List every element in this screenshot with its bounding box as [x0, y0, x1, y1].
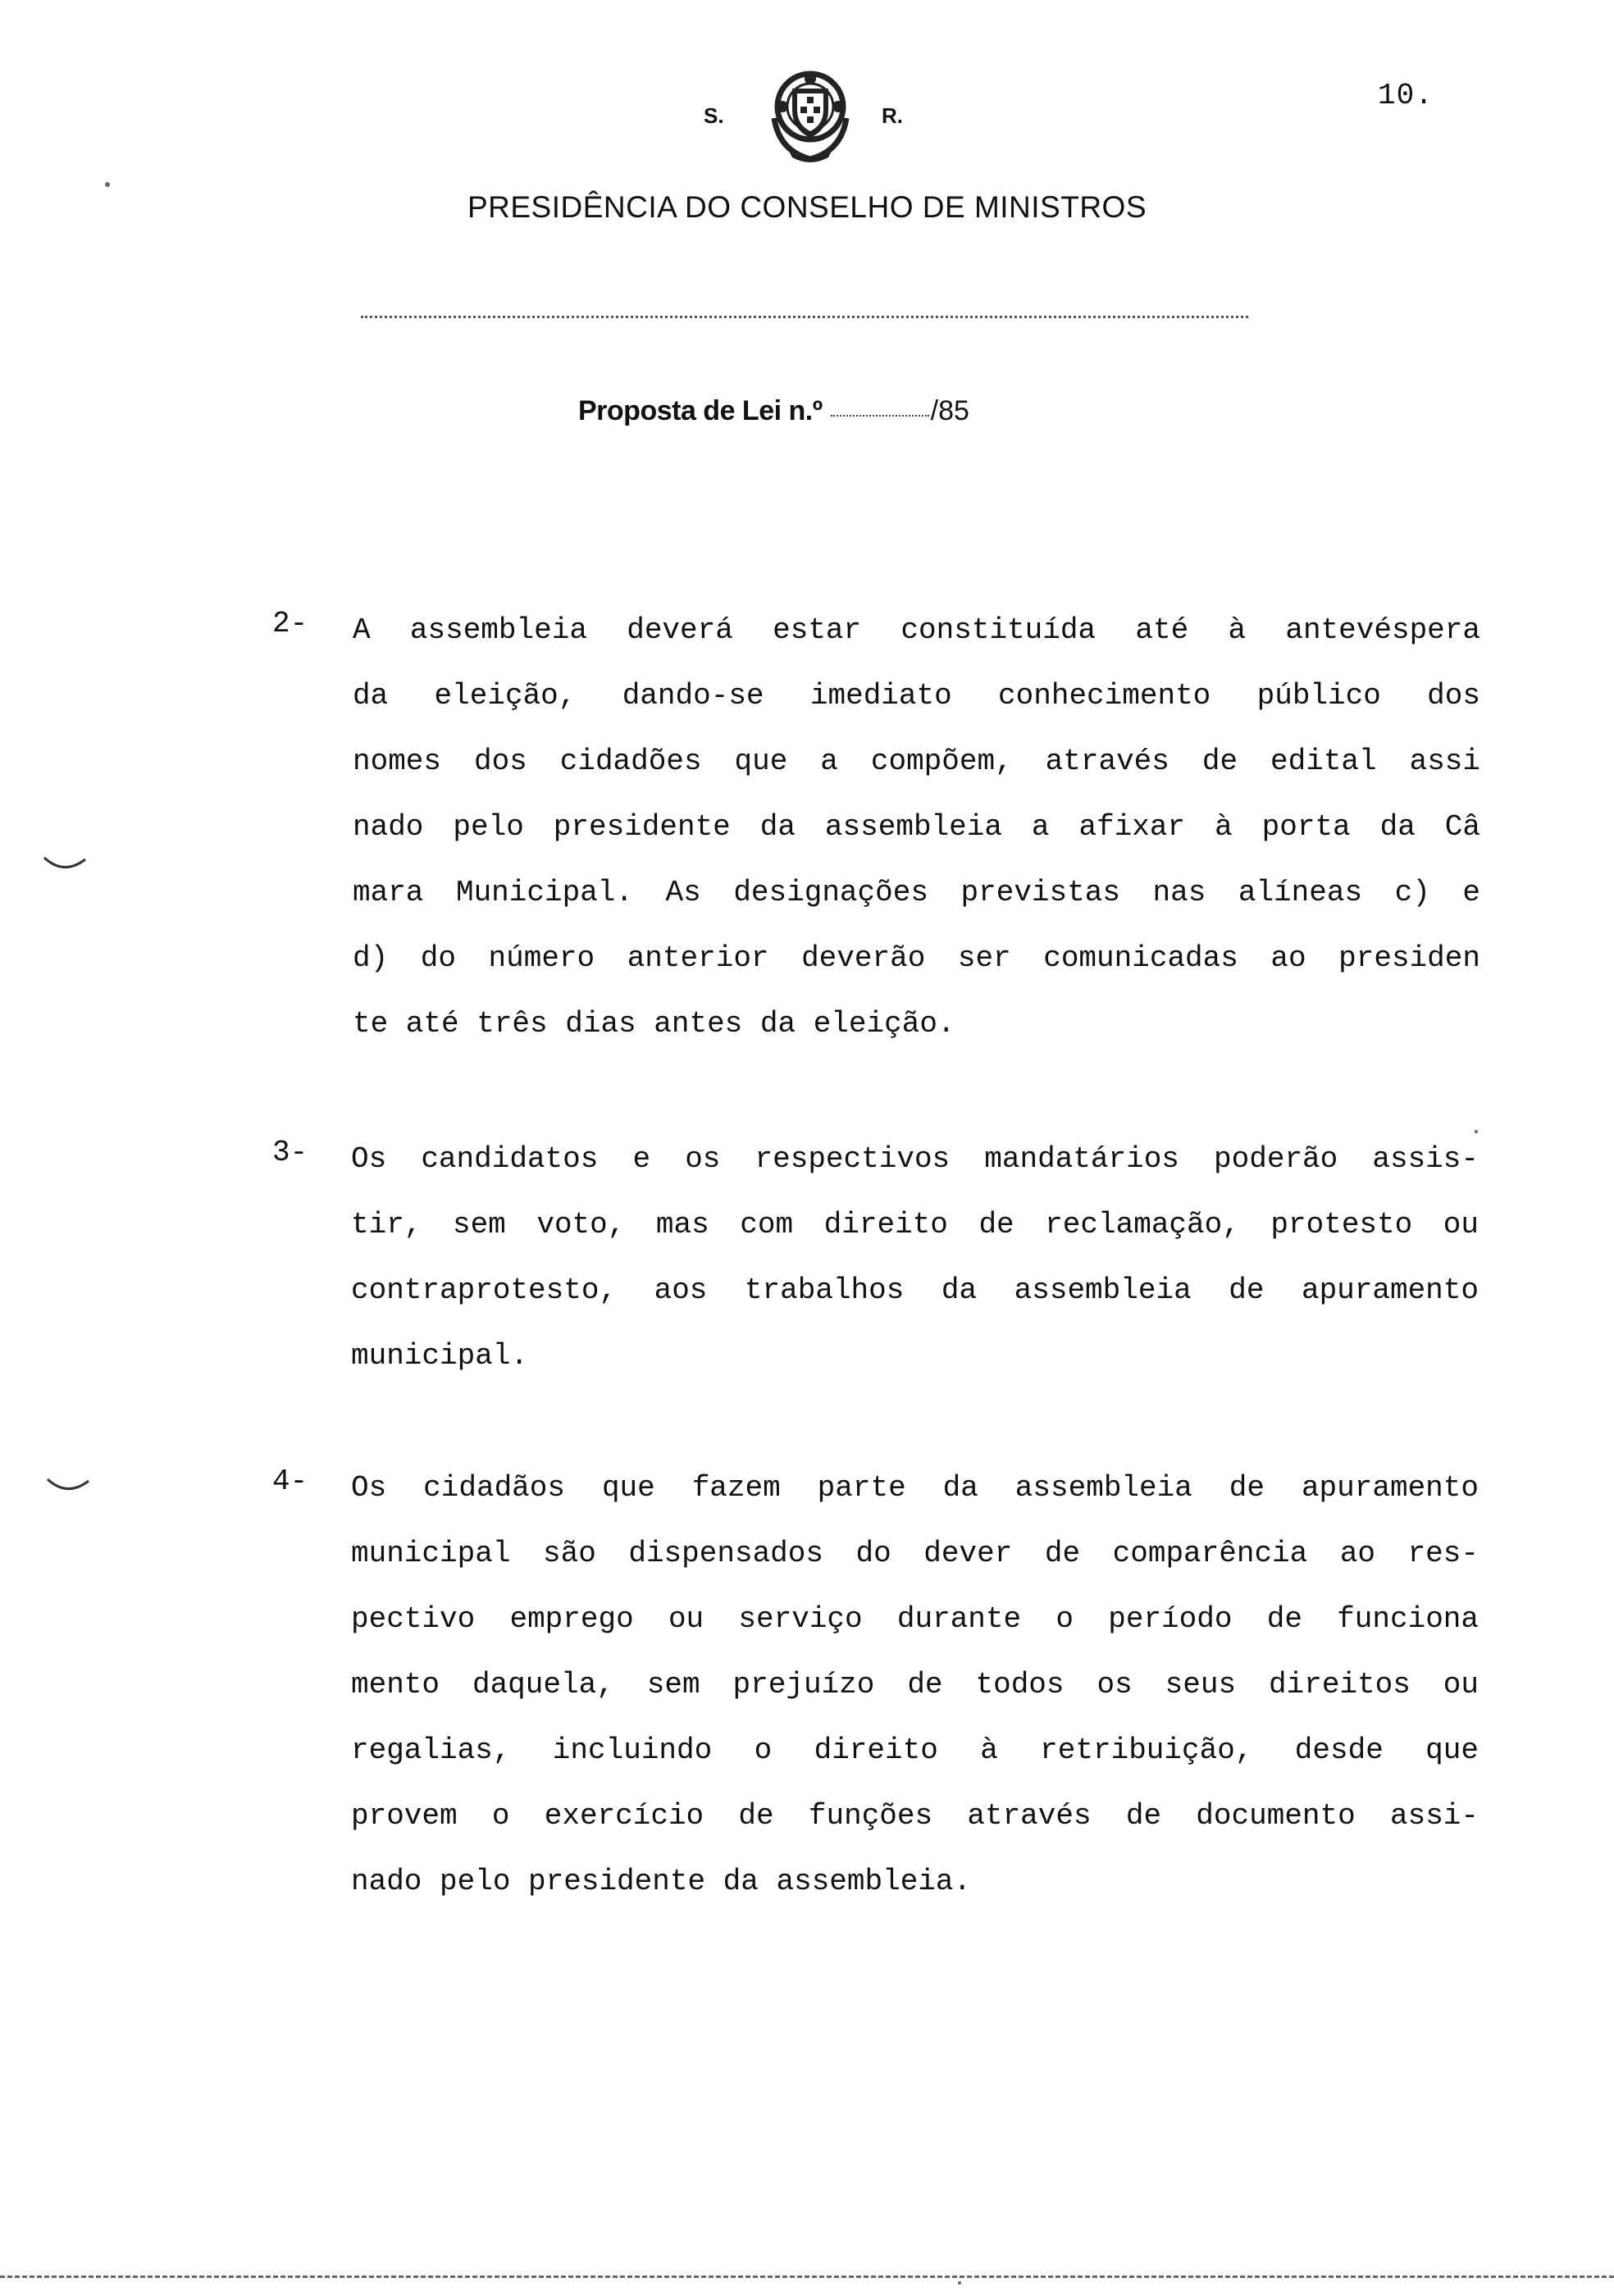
- page-number: 10.: [1378, 79, 1434, 112]
- punch-mark-icon: [43, 854, 92, 879]
- proposta-year: /85: [930, 395, 969, 426]
- paragraph-line: municipal.: [351, 1339, 529, 1373]
- paragraph-line: da eleição, dando-se imediato conhecimento público dos: [353, 679, 1480, 713]
- paragraph: [351, 1127, 1479, 1389]
- emblem-right-letter: R.: [882, 103, 903, 128]
- scan-speck: [958, 2281, 961, 2285]
- dotted-rule: [361, 316, 1248, 318]
- paragraph: [351, 1456, 1479, 1915]
- paragraph-line: te até três dias antes da eleição.: [353, 1007, 955, 1041]
- paragraph-line: tir, sem voto, mas com direito de reclamação, protesto ou: [351, 1208, 1479, 1241]
- paragraph-line: mara Municipal. As designações previstas nas alíneas c) e: [353, 876, 1480, 909]
- coat-of-arms-icon: [763, 59, 858, 169]
- paragraph-line: Os candidatos e os respectivos mandatários poderão assis-: [351, 1142, 1479, 1176]
- blank-fill-line: [831, 415, 929, 417]
- paragraph-number: 4-: [272, 1465, 308, 1498]
- emblem-left-letter: S.: [704, 103, 724, 128]
- paragraph-line: A assembleia deverá estar constituída até à antevéspera: [353, 613, 1480, 647]
- bottom-edge-rule: [0, 2276, 1614, 2278]
- paragraph-line: regalias, incluindo o direito à retribuição, desde que: [351, 1733, 1479, 1767]
- paragraph-line: provem o exercício de funções através de documento assi-: [351, 1799, 1479, 1833]
- paragraph-line: mento daquela, sem prejuízo de todos os seus direitos ou: [351, 1668, 1479, 1702]
- paragraph-line: nado pelo presidente da assembleia.: [351, 1865, 972, 1898]
- paragraph-line: pectivo emprego ou serviço durante o período de funciona: [351, 1602, 1479, 1636]
- punch-mark-icon: [46, 1476, 95, 1501]
- paragraph-number: 3-: [272, 1136, 308, 1169]
- page-title: PRESIDÊNCIA DO CONSELHO DE MINISTROS: [467, 190, 1147, 224]
- scan-speck: [1475, 1130, 1478, 1133]
- paragraph-line: municipal são dispensados do dever de comparência ao res-: [351, 1537, 1479, 1570]
- paragraph: [353, 598, 1480, 1057]
- paragraph-line: Os cidadãos que fazem parte da assembleia de apuramento: [351, 1471, 1479, 1505]
- paragraph-line: nomes dos cidadões que a compõem, através de edital assi: [353, 745, 1480, 778]
- paragraph-number: 2-: [272, 607, 308, 640]
- paragraph-line: nado pelo presidente da assembleia a afixar à porta da Câ: [353, 810, 1480, 844]
- proposta-label: Proposta de Lei n.º: [578, 395, 823, 426]
- paragraph-line: contraprotesto, aos trabalhos da assembleia de apuramento: [351, 1273, 1479, 1307]
- scan-speck: [105, 182, 110, 187]
- proposta-reference: [578, 395, 969, 427]
- paragraph-line: d) do número anterior deverão ser comunicadas ao presiden: [353, 941, 1480, 975]
